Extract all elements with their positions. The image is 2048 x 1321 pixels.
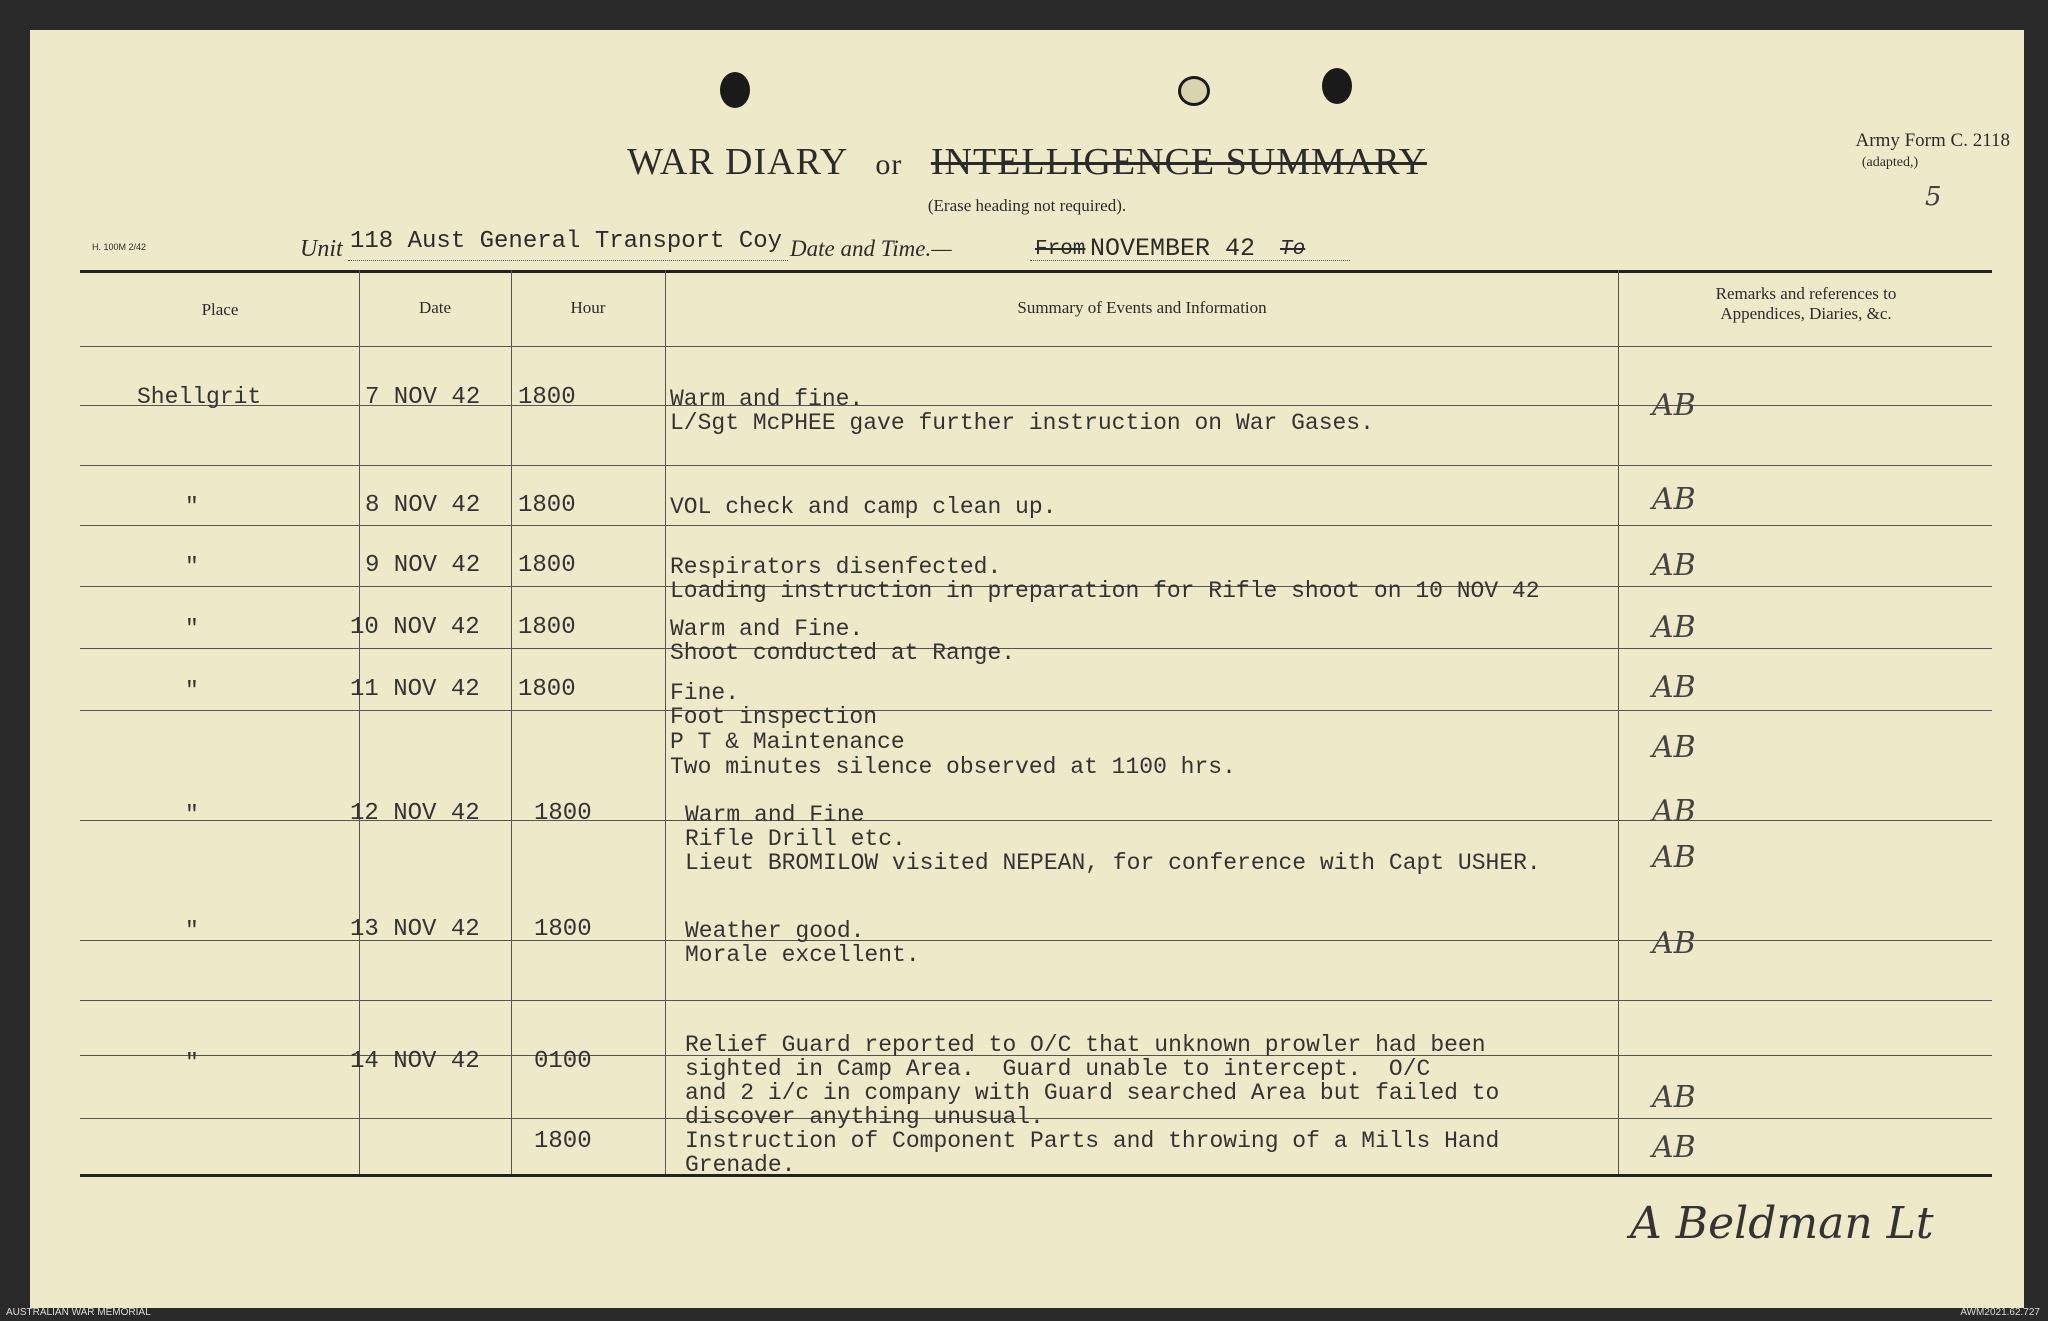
entry-line: Warm and fine.	[670, 386, 864, 412]
date-value: NOVEMBER 42	[1090, 234, 1256, 263]
punch-hole	[720, 72, 750, 108]
entry-line: Instruction of Component Parts and throwing of a Mills Hand	[685, 1128, 1500, 1154]
initials-mark: AB	[1652, 730, 1696, 765]
entry-line: Warm and Fine.	[670, 616, 864, 642]
col-header-remarks: Appendices, Diaries, &c.	[1720, 304, 1892, 323]
row-rule	[80, 1000, 1992, 1001]
title-main: WAR DIARY	[627, 141, 847, 183]
diary-sheet	[30, 30, 2024, 1308]
entry-hour: 1800	[534, 800, 592, 827]
entry-place: Shellgrit	[137, 384, 262, 410]
entry-place: "	[185, 1050, 199, 1076]
row-rule	[80, 465, 1992, 466]
footer-credit: AUSTRALIAN WAR MEMORIAL	[6, 1307, 151, 1318]
entry-line: Respirators disenfected.	[670, 554, 1002, 580]
entry-line: Weather good.	[685, 918, 865, 944]
row-rule	[80, 648, 1992, 649]
entry-line: L/Sgt McPHEE gave further instruction on War Gases.	[670, 410, 1374, 436]
table-bottom-rule	[80, 1174, 1992, 1177]
col-header-date: Date	[418, 298, 452, 317]
initials-mark: AB	[1652, 482, 1696, 517]
entry-line: Rifle Drill etc.	[685, 826, 906, 852]
entry-line: discover anything unusual.	[685, 1104, 1044, 1130]
initials-mark: AB	[1652, 548, 1696, 583]
initials-mark: AB	[1652, 926, 1696, 961]
date-underline	[1030, 260, 1350, 261]
entry-hour: 1800	[518, 614, 576, 641]
entry-line: Loading instruction in preparation for Rifle shoot on 10 NOV 42	[670, 578, 1540, 604]
date-struck-2: To	[1280, 238, 1306, 261]
entry-line: Grenade.	[685, 1152, 796, 1178]
entry-hour: 1800	[534, 916, 592, 943]
entry-line: Two minutes silence observed at 1100 hrs.	[670, 754, 1236, 780]
army-form: Army Form C. 2118	[1855, 130, 2010, 151]
form-ref: H. 100M 2/42	[92, 242, 147, 252]
initials-mark: AB	[1652, 388, 1696, 423]
erase-note: (Erase heading not required).	[927, 196, 1127, 215]
entry-date: 11 NOV 42	[350, 676, 480, 703]
unit-value: 118 Aust General Transport Coy	[350, 228, 783, 255]
row-rule	[80, 525, 1992, 526]
table-top-rule	[80, 270, 1992, 273]
footer-accession: AWM2021.62.727	[1960, 1307, 2040, 1318]
entry-date: 10 NOV 42	[350, 614, 480, 641]
table-head-rule	[80, 346, 1992, 347]
entry-line: Relief Guard reported to O/C that unknown prowler had been	[685, 1032, 1486, 1058]
entry-line: P T & Maintenance	[670, 729, 905, 755]
entry-line: Shoot conducted at Range.	[670, 640, 1016, 666]
col-header-remarks: Remarks and references to	[1715, 284, 1897, 303]
entry-line: Foot inspection	[670, 704, 878, 730]
initials-mark: AB	[1652, 840, 1696, 875]
entry-line: sighted in Camp Area. Guard unable to intercept. O/C	[685, 1056, 1431, 1082]
unit-label: Unit	[300, 236, 343, 262]
col-header-hour: Hour	[570, 298, 606, 317]
officer-signature: A Beldman Lt	[1630, 1198, 1934, 1249]
entry-line: VOL check and camp clean up.	[670, 494, 1057, 520]
initials-mark: AB	[1652, 1080, 1696, 1115]
title-struck: INTELLIGENCE SUMMARY	[930, 141, 1427, 183]
entry-line: and 2 i/c in company with Guard searched Area but failed to	[685, 1080, 1500, 1106]
entry-date: 8 NOV 42	[365, 492, 481, 519]
entry-hour: 1800	[534, 1128, 592, 1155]
page-title	[30, 140, 2024, 184]
initials-mark: AB	[1652, 610, 1696, 645]
entry-hour: 1800	[518, 492, 576, 519]
entry-line: Fine.	[670, 680, 740, 706]
entry-date: 13 NOV 42	[350, 916, 480, 943]
row-rule	[80, 710, 1992, 711]
entry-line: Morale excellent.	[685, 942, 920, 968]
title-or: or	[875, 148, 903, 181]
entry-hour: 1800	[518, 384, 576, 411]
col-header-place: Place	[201, 300, 239, 319]
entry-line: Warm and Fine	[685, 802, 865, 828]
initials-mark: AB	[1652, 1130, 1696, 1165]
date-label: Date and Time.—	[790, 236, 952, 261]
date-struck: From	[1035, 238, 1086, 261]
entry-place: "	[185, 616, 199, 642]
entry-hour: 1800	[518, 552, 576, 579]
page-mark: 5	[1925, 182, 1942, 212]
entry-hour: 1800	[518, 676, 576, 703]
entry-date: 9 NOV 42	[365, 552, 481, 579]
entry-place: "	[185, 802, 199, 828]
entry-place: "	[185, 494, 199, 520]
entry-place: "	[185, 554, 199, 580]
entry-line: Lieut BROMILOW visited NEPEAN, for conference with Capt USHER.	[685, 850, 1541, 876]
entry-place: "	[185, 678, 199, 704]
col-header-summary: Summary of Events and Information	[1017, 298, 1267, 317]
punch-hole	[1322, 68, 1352, 104]
punch-hole	[1178, 76, 1210, 106]
army-form-adapted: (adapted,)	[1861, 155, 1919, 170]
entry-date: 14 NOV 42	[350, 1048, 480, 1075]
entry-date: 12 NOV 42	[350, 800, 480, 827]
initials-mark: AB	[1652, 794, 1696, 829]
entry-date: 7 NOV 42	[365, 384, 481, 411]
unit-underline	[348, 260, 788, 261]
entry-hour: 0100	[534, 1048, 592, 1075]
initials-mark: AB	[1652, 670, 1696, 705]
entry-place: "	[185, 918, 199, 944]
